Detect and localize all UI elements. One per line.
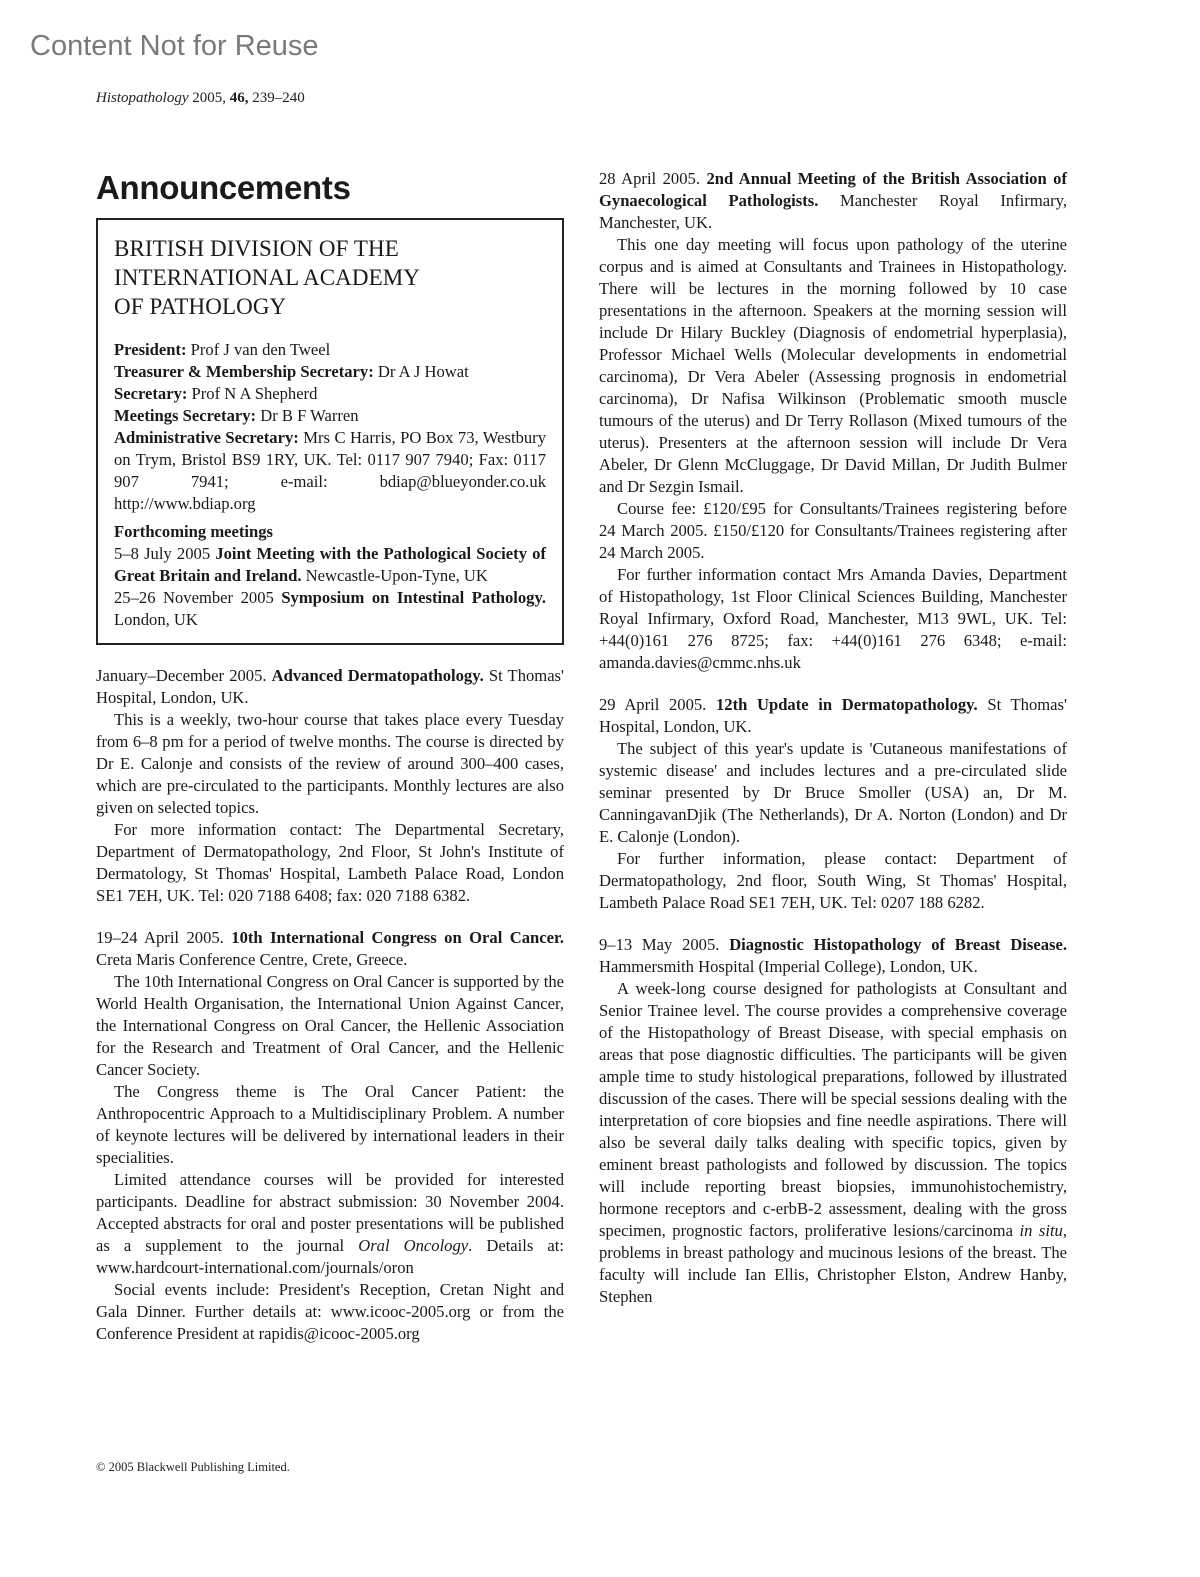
announcement-place: St Thomas' Hospital, London, UK. (599, 695, 1067, 736)
watermark: Content Not for Reuse (30, 30, 319, 62)
italic-term: in situ (1019, 1221, 1063, 1240)
announcement-heading (599, 694, 1067, 738)
officer-value: Dr A J Howat (373, 362, 469, 381)
announcement-place: Creta Maris Conference Centre, Crete, Greece. (96, 950, 408, 969)
announcement-paragraph (599, 978, 1067, 1308)
meeting-date: 25–26 November 2005 (114, 588, 282, 607)
announcement-title: 2nd Annual Meeting of the British Association of Gynaecological Pathologists. (599, 169, 1067, 210)
meeting-item (114, 587, 546, 631)
journal-volume: 46, (229, 90, 249, 106)
journal-name: Histopathology (96, 90, 189, 106)
officer-treasurer (114, 361, 546, 383)
announcement-heading (96, 665, 564, 709)
announcement-date: 28 April 2005. (599, 169, 707, 188)
announcement-title: 10th International Congress on Oral Cancer. (231, 928, 564, 947)
announcement-paragraph: For further information, please contact: Department of Dermatopathology, 2nd floor, South Wing, St Thomas' Hospital, Lambeth Palace Road SE1 7EH, UK. Tel: 0207 188 6282. (599, 849, 1067, 912)
officer-secretary (114, 383, 546, 405)
meeting-place: Newcastle-Upon-Tyne, UK (301, 566, 488, 585)
announcement-derm-course (96, 665, 564, 907)
running-head (96, 90, 305, 107)
announcement-oral-cancer (96, 927, 564, 1345)
officer-meetings-secretary (114, 405, 546, 427)
announcement-paragraph: Course fee: £120/£95 for Consultants/Trainees registering before 24 March 2005. £150/£120 for Consultants/Trainees registering after 24 March 2005. (599, 499, 1067, 562)
announcement-date: January–December 2005. (96, 666, 272, 685)
officer-value: Prof N A Shepherd (187, 384, 318, 403)
announcement-breast (599, 934, 1067, 1308)
officer-value: Dr B F Warren (256, 406, 359, 425)
announcement-title: 12th Update in Dermatopathology. (715, 695, 978, 714)
announcement-gynae (599, 168, 1067, 674)
announcement-paragraph: The subject of this year's update is 'Cutaneous manifestations of systemic disease' and includes lectures and a pre-circulated slide seminar presented by Dr Bruce Smoller (USA) an, Dr M. CanningavanDjik (The Netherlands), Dr A. Norton (London) and Dr E. Calonje (London). (599, 739, 1067, 846)
paragraph-text: Limited attendance courses will be provided for interested participants. Deadline for abstract submission: 30 November 2004. Accepted abstracts for oral and poster presentations will be published as a supplement to the journal (96, 1170, 564, 1255)
officer-label: Administrative Secretary: (114, 428, 299, 447)
announcement-paragraph: This is a weekly, two-hour course that takes place every Tuesday from 6–8 pm for a period of twelve months. The course is directed by Dr E. Calonje and consists of the review of around 300–400 cases, which are pre-circulated to the participants. Monthly lectures are also given on selected topics. (96, 710, 564, 817)
officer-value: Prof J van den Tweel (186, 340, 331, 359)
announcement-date: 19–24 April 2005. (96, 928, 232, 947)
journal-title: Oral Oncology (358, 1236, 469, 1255)
meeting-place: London, UK (114, 610, 198, 629)
page-title: Announcements (96, 169, 351, 206)
officer-value: Mrs C Harris, PO Box 73, Westbury on Trym, Bristol BS9 1RY, UK. Tel: 0117 907 7940; Fax: 0117 907 7941; e-mail: bdiap@blueyonder.co.uk http://www.bdiap.org (114, 428, 546, 513)
announcement-paragraph: This one day meeting will focus upon pathology of the uterine corpus and is aimed at Consultants and Trainees in Histopathology. There will be lectures in the morning followed by 10 case presentations in the afternoon. Speakers at the morning session will include Dr Hilary Buckley (Diagnosis of endometrial hyperplasia), Professor Michael Wells (Molecular developments in endometrial carcinoma), Dr Vera Abeler (Assessing prognosis in endometrial carcinoma), Dr Nafisa Wilkinson (Problematic smooth muscle tumours of the uterus) and Dr Terry Rollason (Mixed tumours of the uterus). Presenters at the afternoon session will include Dr Vera Abeler, Dr Glenn McCluggage, Dr David Millan, Dr Judith Bulmer and Dr Sezgin Ismail. (599, 235, 1067, 496)
officer-admin-secretary (114, 427, 546, 515)
forthcoming-heading: Forthcoming meetings (114, 522, 273, 541)
meeting-date: 5–8 July 2005 (114, 544, 216, 563)
journal-pages: 239–240 (252, 90, 305, 106)
announcement-date: 29 April 2005. (599, 695, 716, 714)
announcement-paragraph: The 10th International Congress on Oral Cancer is supported by the World Health Organisation, the International Union Against Cancer, the International Congress on Oral Cancer, the Hellenic Association for the Research and Treatment of Oral Cancer, and the Hellenic Cancer Society. (96, 972, 564, 1079)
announcement-title: Diagnostic Histopathology of Breast Disease. (729, 935, 1067, 954)
officer-label: Meetings Secretary: (114, 406, 257, 425)
paragraph-text: A week-long course designed for pathologists at Consultant and Senior Trainee level. The course provides a comprehensive coverage of the Histopathology of Breast Disease, with special emphasis on areas that pose diagnostic difficulties. The participants will be given ample time to study histological preparations, followed by illustrated discussion of the cases. There will be special sessions dealing with the interpretation of core biopsies and fine needle aspirations. There will also be several daily talks dealing with specific topics, given by eminent breast pathologists and followed by discussion. The topics will include reporting breast biopsies, immunohistochemistry, hormone receptors and c-erbB-2 assessment, dealing with the gross specimen, prognostic factors, proliferative lesions/carcinoma (599, 979, 1067, 1240)
announcement-derm-update (599, 694, 1067, 914)
announcement-paragraph: Social events include: President's Reception, Cretan Night and Gala Dinner. Further details at: www.icooc-2005.org or from the Conference President at rapidis@icooc-2005.org (96, 1280, 564, 1343)
announcement-place: Manchester Royal Infirmary, Manchester, UK. (599, 191, 1067, 232)
paragraph-text: . Details at: www.hardcourt-international.com/journals/oron (96, 1236, 564, 1277)
copyright-footer: © 2005 Blackwell Publishing Limited. (96, 1460, 290, 1474)
announcement-paragraph: The Congress theme is The Oral Cancer Patient: the Anthropocentric Approach to a Multidisciplinary Problem. A number of keynote lectures will be delivered by international leaders in their specialities. (96, 1082, 564, 1167)
announcement-paragraph: For more information contact: The Departmental Secretary, Department of Dermatopathology, 2nd Floor, St John's Institute of Dermatology, St Thomas' Hospital, Lambeth Palace Road, London SE1 7EH, UK. Tel: 020 7188 6408; fax: 020 7188 6382. (96, 820, 564, 905)
announcement-title: Advanced Dermatopathology. (271, 666, 484, 685)
paragraph-text: , problems in breast pathology and mucinous lesions of the breast. The faculty will include Ian Ellis, Christopher Elston, Andrew Hanby, Stephen (599, 1221, 1068, 1306)
meeting-item (114, 543, 546, 587)
officer-label: President: (114, 340, 187, 359)
announcement-place: St Thomas' Hospital, London, UK. (96, 666, 565, 707)
meeting-title: Joint Meeting with the Pathological Society of Great Britain and Ireland. (114, 544, 546, 585)
right-column (599, 168, 1067, 1328)
meeting-title: Symposium on Intestinal Pathology. (281, 588, 546, 607)
bdiap-title-line: BRITISH DIVISION OF THE (114, 236, 399, 261)
left-column (96, 168, 564, 1365)
officer-president (114, 339, 546, 361)
announcement-date: 9–13 May 2005. (599, 935, 730, 954)
officer-label: Treasurer & Membership Secretary: (114, 362, 374, 381)
bdiap-title-line: INTERNATIONAL ACADEMY (114, 265, 420, 290)
announcement-place: Hammersmith Hospital (Imperial College), London, UK. (599, 957, 978, 976)
announcement-heading (599, 168, 1067, 234)
announcement-heading (96, 927, 564, 971)
announcement-paragraph: For further information contact Mrs Amanda Davies, Department of Histopathology, 1st Floor Clinical Sciences Building, Manchester Royal Infirmary, Oxford Road, Manchester, M13 9WL, UK. Tel: +44(0)161 276 8725; fax: +44(0)161 276 6348; e-mail: amanda.davies@cmmc.nhs.uk (599, 565, 1067, 672)
bdiap-title (114, 234, 546, 321)
bdiap-box (96, 218, 564, 645)
announcement-heading (599, 934, 1067, 978)
journal-year: 2005, (192, 90, 226, 106)
announcement-paragraph (96, 1169, 564, 1279)
officer-label: Secretary: (114, 384, 188, 403)
bdiap-title-line: OF PATHOLOGY (114, 294, 287, 319)
